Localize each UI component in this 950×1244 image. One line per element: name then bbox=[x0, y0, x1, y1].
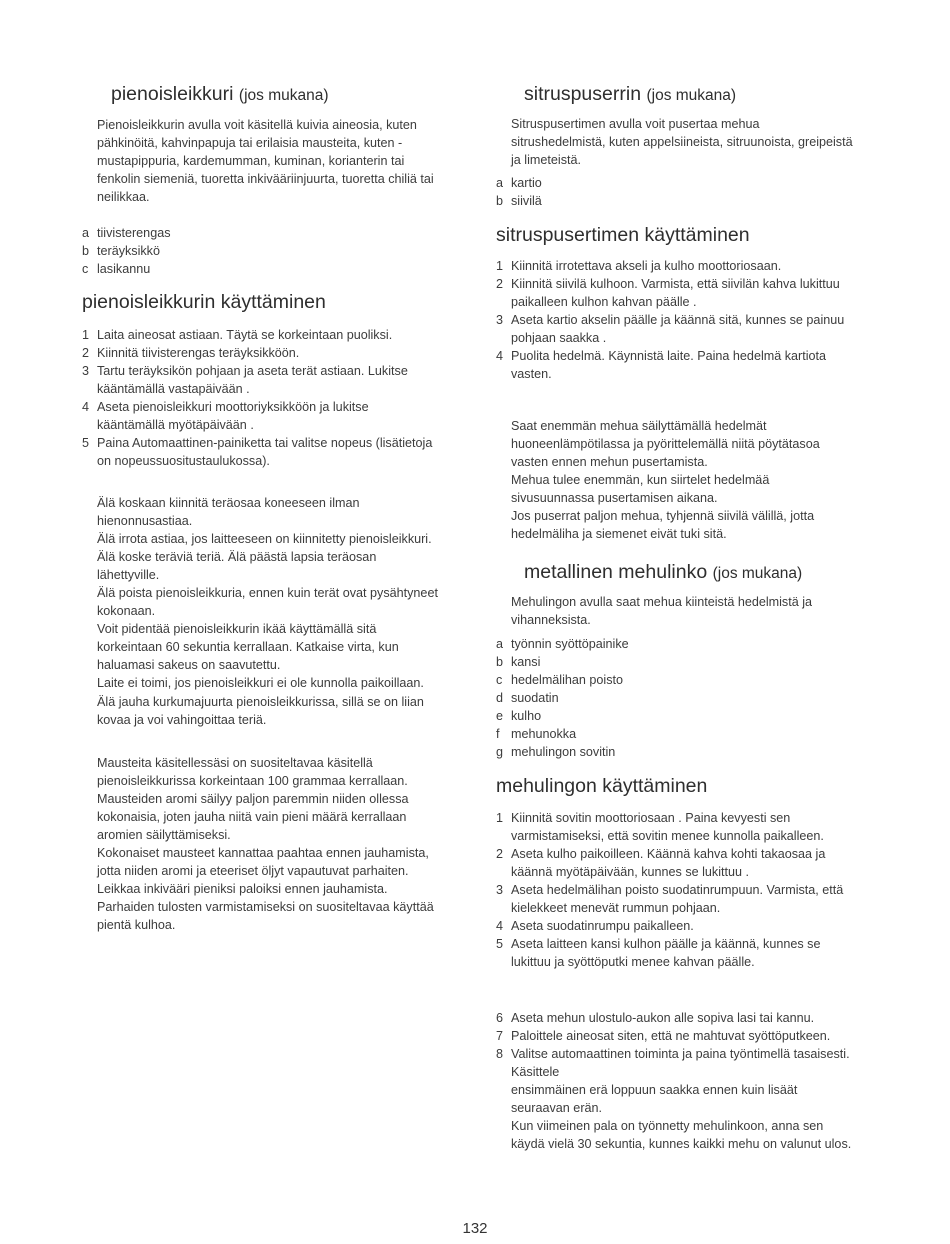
citrus-heading bbox=[524, 82, 736, 108]
list-item bbox=[496, 1045, 851, 1153]
text-line: pähkinöitä, kahvinpapuja tai erilaisia mausteita, kuten - bbox=[97, 136, 403, 151]
text-line: Sitruspusertimen avulla voit pusertaa mehua bbox=[511, 117, 760, 131]
text-line: Mausteita käsitellessäsi on suositeltavaa käsitellä bbox=[97, 756, 373, 770]
text-line: pienoisleikkurissa korkeintaan 100 grammaa kerrallaan. bbox=[97, 774, 408, 789]
list-item-key: c bbox=[82, 262, 89, 277]
list-item-line: Paina Automaattinen-painiketta tai valitse nopeus (lisätietoja bbox=[97, 436, 433, 451]
juicer-heading-note: (jos mukana) bbox=[712, 565, 803, 582]
text-line: Voit pidentää pienoisleikkurin ikää käyttämällä sitä bbox=[97, 622, 377, 637]
text-line: neilikkaa. bbox=[97, 190, 150, 205]
list-item-line: suodatin bbox=[511, 691, 559, 706]
list-item-text bbox=[511, 1009, 851, 1027]
list-item-line: siivilä bbox=[511, 194, 542, 209]
list-item-line: käydä vielä 30 sekuntia, kunnes kaikki mehu on valunut ulos. bbox=[511, 1137, 852, 1152]
text-line: Kokonaiset mausteet kannattaa paahtaa ennen jauhamista, bbox=[97, 846, 429, 861]
text-line: aromien säilyttämiseksi. bbox=[97, 828, 231, 843]
citrus-steps-list bbox=[496, 257, 844, 383]
juicer-parts-list bbox=[496, 635, 629, 761]
text-line: fenkolin siemeniä, tuoretta inkivääriinjuurta, tuoretta chiliä tai bbox=[97, 172, 434, 187]
text-line: Jos puserrat paljon mehua, tyhjennä siivilä välillä, jotta bbox=[511, 509, 815, 524]
list-item-line: Kun viimeinen pala on työnnetty mehulinkoon, anna sen bbox=[511, 1119, 824, 1134]
list-item-line: hedelmälihan poisto bbox=[511, 673, 624, 688]
list-item-key: 2 bbox=[496, 277, 504, 292]
text-line: Laite ei toimi, jos pienoisleikkuri ei ole kunnolla paikoillaan. bbox=[97, 676, 424, 691]
text-line: mustapippuria, kardemumman, kuminan, korianterin tai bbox=[97, 154, 405, 169]
juicer-steps-list-b bbox=[496, 1009, 851, 1153]
text-line: hedelmäliha ja siemenet eivät tuki sitä. bbox=[511, 527, 727, 542]
juicer-heading bbox=[524, 560, 802, 586]
text-line: Älä koskaan kiinnitä teräosaa koneeseen ilman bbox=[97, 496, 360, 510]
text-line: vihanneksista. bbox=[511, 613, 591, 628]
list-item-line: Kiinnitä irrotettava akseli ja kulho moottoriosaan. bbox=[511, 259, 782, 273]
list-item-line: Kiinnitä sovitin moottoriosaan . Paina kevyesti sen bbox=[511, 811, 791, 825]
text-line: kokonaan. bbox=[97, 604, 156, 619]
list-item-text bbox=[511, 192, 542, 210]
list-item-text bbox=[511, 1027, 851, 1045]
list-item bbox=[496, 935, 843, 971]
list-item-text bbox=[511, 347, 844, 383]
text-line: vasten ennen mehun pusertamista. bbox=[511, 455, 708, 470]
citrus-intro bbox=[511, 115, 853, 169]
text-line: Leikkaa inkivääri pieniksi paloiksi ennen jauhamista. bbox=[97, 882, 388, 897]
list-item-line: Aseta kartio akselin päälle ja käännä sitä, kunnes se painuu bbox=[511, 313, 845, 328]
list-item-key: b bbox=[82, 244, 90, 259]
list-item-text bbox=[97, 398, 432, 434]
list-item bbox=[496, 671, 629, 689]
list-item-text bbox=[511, 707, 629, 725]
list-item bbox=[496, 1027, 851, 1045]
list-item-key: 3 bbox=[82, 364, 90, 379]
list-item-text bbox=[97, 434, 432, 470]
list-item-line: tiivisterengas bbox=[97, 226, 171, 240]
list-item bbox=[496, 917, 843, 935]
text-line: Mehulingon avulla saat mehua kiinteistä hedelmistä ja bbox=[511, 595, 813, 609]
list-item-key: b bbox=[496, 194, 504, 209]
citrus-hints bbox=[511, 417, 820, 543]
list-item-line: teräyksikkö bbox=[97, 244, 160, 259]
list-item-text bbox=[511, 809, 843, 845]
list-item-key: g bbox=[496, 745, 504, 760]
list-item bbox=[496, 707, 629, 725]
list-item-key: e bbox=[496, 709, 504, 724]
list-item-line: Aseta pienoisleikkuri moottoriyksikköön ja lukitse bbox=[97, 400, 369, 415]
list-item-line: Aseta mehun ulostulo-aukon alle sopiva lasi tai kannu. bbox=[511, 1011, 815, 1025]
list-item-text bbox=[511, 743, 629, 761]
list-item-key: f bbox=[496, 727, 500, 742]
list-item bbox=[496, 881, 843, 917]
list-item bbox=[496, 1009, 851, 1027]
grinder-intro bbox=[97, 116, 434, 206]
grinder-use-heading: pienoisleikkurin käyttäminen bbox=[82, 291, 326, 313]
list-item bbox=[496, 635, 629, 653]
text-line: lähettyville. bbox=[97, 568, 160, 583]
list-item-text bbox=[97, 260, 171, 278]
grinder-heading bbox=[111, 82, 329, 108]
citrus-parts-list bbox=[496, 174, 542, 210]
list-item-line: mehulingon sovitin bbox=[511, 745, 616, 760]
list-item-line: kielekkeet menevät rummun pohjaan. bbox=[511, 901, 721, 916]
text-line: Älä jauha kurkumajuurta pienoisleikkurissa, sillä se on liian bbox=[97, 694, 424, 709]
text-line: pientä kulhoa. bbox=[97, 918, 176, 933]
citrus-use-heading: sitruspusertimen käyttäminen bbox=[496, 224, 750, 246]
list-item-line: kulho bbox=[511, 709, 542, 724]
list-item-key: 2 bbox=[496, 847, 504, 862]
list-item bbox=[496, 653, 629, 671]
list-item-line: paikalleen kulhon kahvan päälle . bbox=[511, 295, 697, 310]
text-line: kokonaisia, joten jauha niitä vain pieni määrä kerrallaan bbox=[97, 810, 407, 825]
list-item-line: Aseta kulho paikoilleen. Käännä kahva kohti takaosaa ja bbox=[511, 847, 826, 862]
list-item-text bbox=[511, 845, 843, 881]
list-item-key: 1 bbox=[496, 811, 504, 825]
juicer-steps-list-a bbox=[496, 809, 843, 971]
list-item-line: Tartu teräyksikön pohjaan ja aseta terät astiaan. Lukitse bbox=[97, 364, 408, 379]
text-line: Älä poista pienoisleikkuria, ennen kuin terät ovat pysähtyneet bbox=[97, 586, 438, 601]
list-item bbox=[82, 434, 432, 470]
list-item-line: lukittuu ja syöttöputki menee kahvan päälle. bbox=[511, 955, 755, 970]
list-item bbox=[82, 344, 432, 362]
list-item bbox=[82, 224, 171, 242]
list-item-key: 3 bbox=[496, 313, 504, 328]
list-item-line: Paloittele aineosat siten, että ne mahtuvat syöttöputkeen. bbox=[511, 1029, 831, 1044]
text-line: ja limeteistä. bbox=[511, 153, 581, 168]
list-item-key: c bbox=[496, 673, 503, 688]
text-line: Mausteiden aromi säilyy paljon paremmin niiden ollessa bbox=[97, 792, 409, 807]
list-item-line: Aseta suodatinrumpu paikalleen. bbox=[511, 919, 694, 934]
list-item bbox=[496, 689, 629, 707]
list-item bbox=[496, 743, 629, 761]
list-item-key: a bbox=[496, 637, 504, 651]
list-item-line: Aseta hedelmälihan poisto suodatinrumpuun. Varmista, että bbox=[511, 883, 844, 898]
list-item-line: varmistamiseksi, että sovitin menee kunnolla paikalleen. bbox=[511, 829, 824, 844]
text-line: korkeintaan 60 sekuntia kerrallaan. Katkaise virta, kun bbox=[97, 640, 399, 655]
citrus-heading-title: sitruspuserrin bbox=[524, 83, 642, 105]
juicer-heading-title: metallinen mehulinko bbox=[524, 561, 708, 583]
list-item-line: käännä myötäpäivään, kunnes se lukittuu . bbox=[511, 865, 750, 880]
list-item-text bbox=[511, 917, 843, 935]
list-item-line: vasten. bbox=[511, 367, 552, 382]
list-item-key: b bbox=[496, 655, 504, 670]
list-item-line: Laita aineosat astiaan. Täytä se korkeintaan puoliksi. bbox=[97, 328, 393, 342]
list-item-text bbox=[97, 242, 171, 260]
list-item-text bbox=[97, 362, 432, 398]
list-item-text bbox=[511, 689, 629, 707]
list-item-key: 1 bbox=[496, 259, 504, 273]
text-line: Parhaiden tulosten varmistamiseksi on suositeltavaa käyttää bbox=[97, 900, 434, 915]
list-item-key: 5 bbox=[82, 436, 90, 451]
text-line: huoneenlämpötilassa ja pyörittelemällä niitä pöytätasoa bbox=[511, 437, 820, 452]
list-item-line: kääntämällä myötäpäivään . bbox=[97, 418, 254, 433]
list-item-key: d bbox=[496, 691, 504, 706]
juicer-intro bbox=[511, 593, 812, 629]
list-item-key: 4 bbox=[496, 919, 504, 934]
list-item-line: kansi bbox=[511, 655, 541, 670]
text-line: Pienoisleikkurin avulla voit käsitellä kuivia aineosia, kuten bbox=[97, 118, 417, 132]
list-item-line: Kiinnitä siivilä kulhoon. Varmista, että siivilän kahva lukittuu bbox=[511, 277, 840, 292]
list-item bbox=[82, 362, 432, 398]
list-item-key: 2 bbox=[82, 346, 90, 361]
list-item bbox=[496, 845, 843, 881]
grinder-hints bbox=[97, 754, 434, 934]
list-item-key: a bbox=[82, 226, 90, 240]
list-item bbox=[496, 257, 844, 275]
list-item-text bbox=[97, 326, 432, 344]
list-item bbox=[496, 192, 542, 210]
list-item-key: 7 bbox=[496, 1029, 504, 1044]
text-line: jotta niiden aromi ja eteeriset öljyt vapautuvat parhaiten. bbox=[97, 864, 409, 879]
list-item-line: mehunokka bbox=[511, 727, 577, 742]
list-item-text bbox=[511, 725, 629, 743]
text-line: haluamasi sakeus on saavutettu. bbox=[97, 658, 281, 673]
text-line: sitrushedelmistä, kuten appelsiineista, sitruunoista, greipeistä bbox=[511, 135, 853, 150]
list-item-line: Kiinnitä tiivisterengas teräyksikköön. bbox=[97, 346, 300, 361]
list-item-text bbox=[511, 257, 844, 275]
list-item-line: Käsittele bbox=[511, 1065, 560, 1080]
list-item-key: 8 bbox=[496, 1047, 504, 1062]
juicer-use-heading: mehulingon käyttäminen bbox=[496, 775, 708, 797]
grinder-heading-note: (jos mukana) bbox=[238, 87, 329, 104]
list-item-text bbox=[511, 935, 843, 971]
list-item-line: seuraavan erän. bbox=[511, 1101, 603, 1116]
list-item-line: lasikannu bbox=[97, 262, 151, 277]
list-item bbox=[496, 311, 844, 347]
list-item-text bbox=[511, 671, 629, 689]
list-item-key: 4 bbox=[82, 400, 90, 415]
list-item-text bbox=[511, 653, 629, 671]
list-item-text bbox=[511, 635, 629, 653]
text-line: Älä irrota astiaa, jos laitteeseen on kiinnitetty pienoisleikkuri. bbox=[97, 532, 432, 547]
text-line: hienonnusastiaa. bbox=[97, 514, 193, 529]
list-item-text bbox=[511, 881, 843, 917]
grinder-heading-title: pienoisleikkuri bbox=[111, 83, 234, 105]
list-item-text bbox=[511, 311, 844, 347]
text-line: kovaa ja voi vahingoittaa teriä. bbox=[97, 712, 267, 727]
list-item bbox=[82, 242, 171, 260]
citrus-heading-note: (jos mukana) bbox=[646, 87, 737, 104]
list-item bbox=[496, 347, 844, 383]
text-line: sivusuunnassa pusertamisen aikana. bbox=[511, 491, 718, 506]
grinder-steps-list bbox=[82, 326, 432, 470]
list-item-key: 5 bbox=[496, 937, 504, 952]
list-item-key: 4 bbox=[496, 349, 504, 364]
list-item-line: ensimmäinen erä loppuun saakka ennen kuin lisäät bbox=[511, 1083, 798, 1098]
list-item-text bbox=[511, 1045, 851, 1153]
list-item-key: 6 bbox=[496, 1011, 504, 1025]
page-number: 132 bbox=[462, 1220, 488, 1237]
list-item-line: Puolita hedelmä. Käynnistä laite. Paina hedelmä kartiota bbox=[511, 349, 827, 364]
list-item-line: on nopeussuositustaulukossa). bbox=[97, 454, 270, 469]
list-item-text bbox=[97, 224, 171, 242]
list-item-key: 1 bbox=[82, 328, 90, 342]
list-item-line: pohjaan saakka . bbox=[511, 331, 607, 346]
list-item bbox=[496, 725, 629, 743]
list-item-text bbox=[97, 344, 432, 362]
list-item bbox=[82, 398, 432, 434]
list-item-line: Aseta laitteen kansi kulhon päälle ja käännä, kunnes se bbox=[511, 937, 821, 952]
list-item-text bbox=[511, 275, 844, 311]
list-item-line: työnnin syöttöpainike bbox=[511, 637, 629, 651]
grinder-parts-list bbox=[82, 224, 171, 278]
list-item-text bbox=[511, 174, 542, 192]
list-item bbox=[496, 275, 844, 311]
text-line: Mehua tulee enemmän, kun siirtelet hedelmää bbox=[511, 473, 770, 488]
list-item bbox=[496, 809, 843, 845]
list-item-key: 3 bbox=[496, 883, 504, 898]
list-item-line: kartio bbox=[511, 176, 542, 190]
list-item-line: kääntämällä vastapäivään . bbox=[97, 382, 250, 397]
grinder-warnings bbox=[97, 494, 438, 729]
text-line: Älä koske teräviä teriä. Älä päästä lapsia teräosan bbox=[97, 550, 377, 565]
list-item-line: Valitse automaattinen toiminta ja paina työntimellä tasaisesti. bbox=[511, 1047, 850, 1062]
list-item-key: a bbox=[496, 176, 504, 190]
text-line: Saat enemmän mehua säilyttämällä hedelmät bbox=[511, 419, 767, 433]
list-item bbox=[82, 326, 432, 344]
list-item bbox=[496, 174, 542, 192]
list-item bbox=[82, 260, 171, 278]
